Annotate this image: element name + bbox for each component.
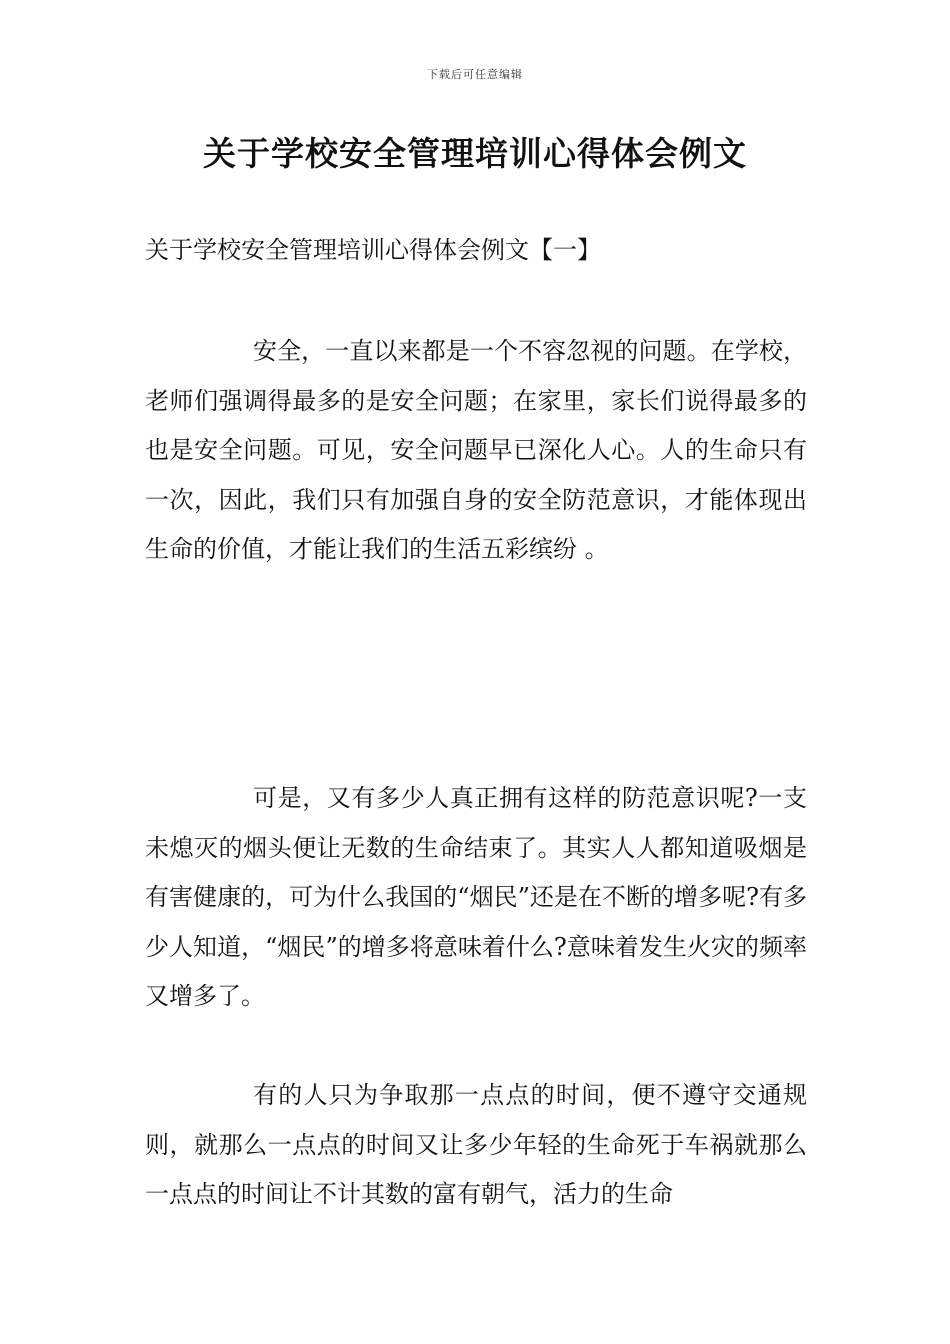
paragraph-3: 有的人只为争取那一点点的时间，便不遵守交通规则，就那么一点点的时间又让多少年轻的生命死于车祸就那么一点点的时间让不计其数的富有朝气，活力的生命 bbox=[145, 1081, 807, 1208]
paragraph-1: 安全，一直以来都是一个不容忽视的问题。在学校，老师们强调得最多的是安全问题；在家里，家长们说得最多的也是安全问题。可见，安全问题早已深化人心。人的生命只有一次，因此，我们只有加强自身的安全防范意识，才能体现出生命的价值，才能让我们的生活五彩缤纷 。 bbox=[145, 337, 807, 563]
header-note: 下载后可任意编辑 bbox=[427, 68, 523, 81]
document-title: 关于学校安全管理培训心得体会例文 bbox=[203, 134, 747, 173]
paragraph-2: 可是，又有多少人真正拥有这样的防范意识呢?一支未熄灭的烟头便让无数的生命结束了。其实人人都知道吸烟是有害健康的，可为什么我国的“烟民”还是在不断的增多呢?有多少人知道，“烟民”的增多将意味着什么?意味着发生火灾的频率又增多了。 bbox=[145, 784, 807, 1010]
section-heading: 关于学校安全管理培训心得体会例文【一】 bbox=[145, 236, 601, 264]
